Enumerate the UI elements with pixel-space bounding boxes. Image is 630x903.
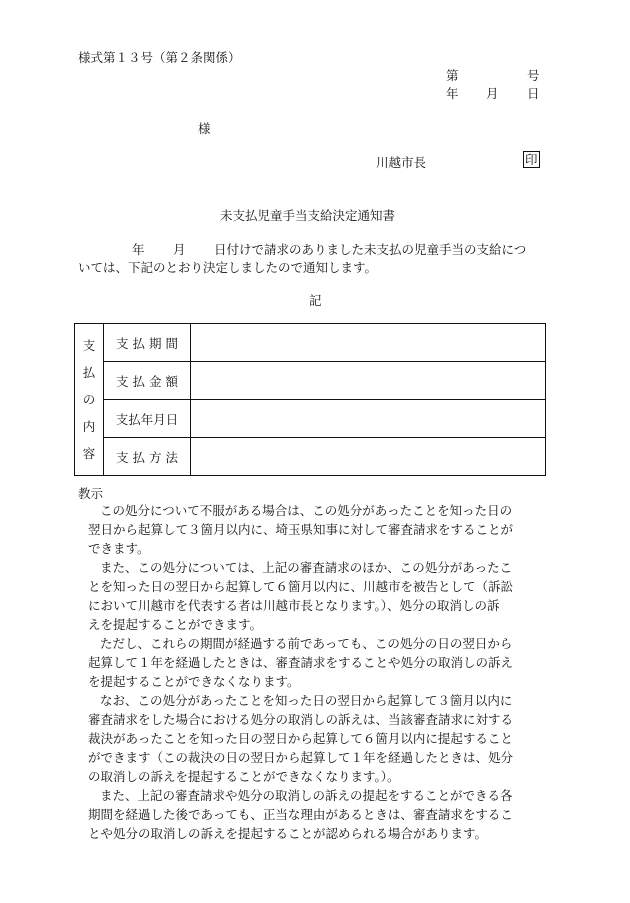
notice-line: の取消しの訴えを提起することができなくなります。）。 [88, 769, 400, 784]
notice-line: ができます（この裁決の日の翌日から起算して１年を経過したときは、処分 [88, 750, 514, 765]
notice-body [88, 501, 553, 843]
notice-line: なお、この処分があったことを知った日の翌日から起算して３箇月以内に [100, 693, 513, 708]
table-row [75, 438, 546, 476]
payment-period-value[interactable] [191, 324, 546, 362]
payment-date-label: 支払年月日 [104, 400, 191, 438]
intro-line1-rest: 日付けで請求のありました未支払の児童手当の支給につ [214, 242, 527, 257]
addressee-suffix: 様 [198, 121, 211, 136]
table-row [75, 324, 546, 362]
doc-number-suffix: 号 [527, 68, 540, 83]
date-year-label: 年 [446, 86, 459, 101]
date-day-label: 日 [527, 86, 540, 101]
notice-line: において川越市を代表する者は川越市長となります。）、処分の取消しの訴 [88, 598, 500, 613]
payment-content-group-label [75, 324, 104, 476]
notice-line: できます。 [88, 541, 150, 556]
table-row [75, 400, 546, 438]
payment-method-label: 支 払 方 法 [104, 438, 191, 476]
doc-number-prefix: 第 [446, 68, 459, 83]
notice-line: また、この処分については、上記の審査請求のほか、この処分があったこ [100, 560, 513, 575]
document-title: 未支払児童手当支給決定通知書 [220, 208, 396, 223]
intro-year: 年 [132, 242, 145, 257]
notice-line: 審査請求をした場合における処分の取消しの訴えは、当該審査請求に対する [88, 712, 514, 727]
notice-line: とを知った日の翌日から起算して６箇月以内に、川越市を被告として（訴訟 [88, 579, 514, 594]
notice-line: 起算して１年を経過したときは、審査請求をすることや処分の取消しの訴え [88, 655, 514, 670]
group-char: 支 [82, 338, 96, 353]
notice-heading: 教示 [78, 486, 104, 501]
notice-line: 期間を経過した後であっても、正当な理由があるときは、審査請求をするこ [88, 807, 513, 822]
intro-line2: いては、下記のとおり決定しましたので通知します。 [78, 260, 378, 275]
seal-box: 印 [525, 152, 538, 167]
intro-month: 月 [173, 242, 186, 257]
payment-amount-label: 支 払 金 額 [104, 362, 191, 400]
notice-line: えを提起することができます。 [88, 617, 263, 632]
form-number: 様式第１３号（第２条関係） [78, 50, 241, 65]
notice-line: とや処分の取消しの訴えを提起することが認められる場合があります。 [88, 826, 488, 841]
group-char: 内 [82, 419, 96, 434]
payment-detail-table [74, 323, 546, 476]
notice-line: 裁決があったことを知った日の翌日から起算して６箇月以内に提起すること [88, 731, 513, 746]
notice-line: ただし、これらの期間が経過する前であっても、この処分の日の翌日から [100, 636, 513, 651]
group-char: 容 [82, 446, 96, 461]
notice-line: を提起することができなくなります。 [88, 674, 300, 689]
payment-date-value[interactable] [191, 400, 546, 438]
payment-method-value[interactable] [191, 438, 546, 476]
table-row [75, 362, 546, 400]
notice-line: この処分について不服がある場合は、この処分があったことを知った日の [100, 503, 513, 518]
notice-line: また、上記の審査請求や処分の取消しの訴えの提起をすることができる各 [100, 788, 513, 803]
payment-amount-value[interactable] [191, 362, 546, 400]
group-char: 払 [82, 365, 96, 380]
notice-line: 翌日から起算して３箇月以内に、埼玉県知事に対して審査請求をすることが [88, 522, 514, 537]
issuer-name: 川越市長 [376, 155, 427, 170]
group-char: の [82, 392, 96, 407]
date-month-label: 月 [486, 86, 499, 101]
payment-period-label: 支 払 期 間 [104, 324, 191, 362]
ki-marker: 記 [309, 293, 322, 308]
